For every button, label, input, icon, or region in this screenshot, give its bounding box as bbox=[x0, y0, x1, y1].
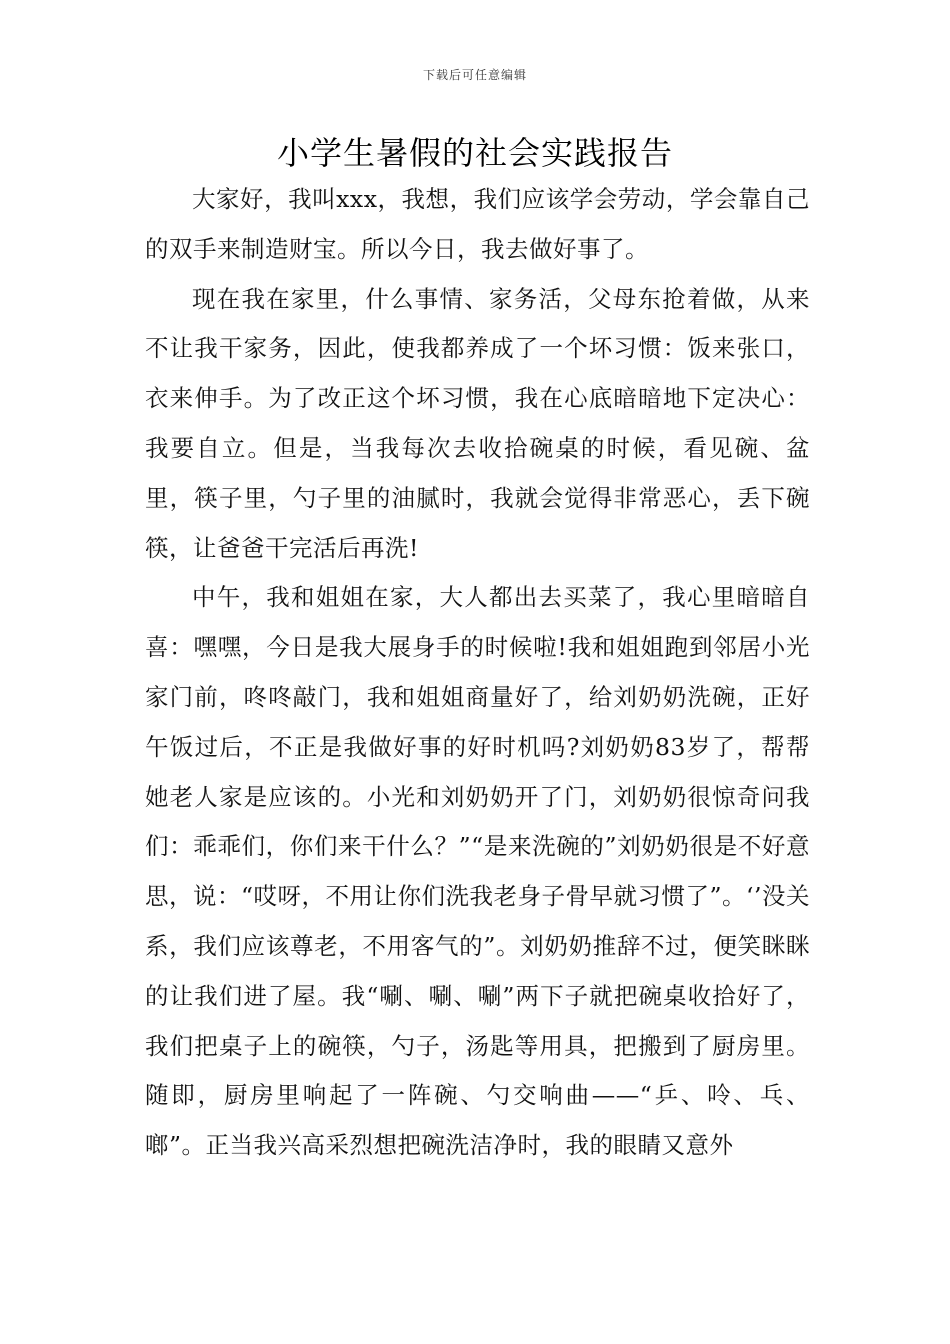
report-body bbox=[145, 175, 810, 1171]
paragraph: 中午，我和姐姐在家，大人都出去买菜了，我心里暗暗自喜：嘿嘿，今日是我大展身手的时候啦!我和姐姐跑到邻居小光家门前，咚咚敲门，我和姐姐商量好了，给刘奶奶洗碗，正好午饭过后，不正是我做好事的好时机吗?刘奶奶83岁了，帮帮她老人家是应该的。小光和刘奶奶开了门，刘奶奶很惊奇问我们：乖乖们，你们来干什么？”“是来洗碗的”刘奶奶很是不好意思，说：“哎呀，不用让你们洗我老身子骨早就习惯了”。‘’没关系，我们应该尊老，不用客气的”。刘奶奶推辞不过，便笑眯眯的让我们进了屋。我“唰、唰、唰”两下子就把碗桌收拾好了，我们把桌子上的碗筷，勺子，汤匙等用具，把搬到了厨房里。随即，厨房里响起了一阵碗、勺交响曲——“乒、呤、乓、啷”。正当我兴高采烈想把碗洗洁净时，我的眼睛又意外 bbox=[145, 583, 810, 1160]
page-title: 小学生暑假的社会实践报告 bbox=[276, 134, 673, 172]
paragraph: 大家好，我叫xxx，我想，我们应该学会劳动，学会靠自己的双手来制造财宝。所以今日，我去做好事了。 bbox=[145, 185, 810, 263]
header-note: 下载后可任意编辑 bbox=[422, 68, 527, 82]
paragraph: 现在我在家里，什么事情、家务活，父母东抢着做，从来不让我干家务，因此，使我都养成了一个坏习惯：饭来张口，衣来伸手。为了改正这个坏习惯，我在心底暗暗地下定决心：我要自立。但是，当我每次去收拾碗桌的时候，看见碗、盆里，筷子里，勺子里的油腻时，我就会觉得非常恶心，丢下碗筷，让爸爸干完活后再洗! bbox=[145, 284, 810, 562]
